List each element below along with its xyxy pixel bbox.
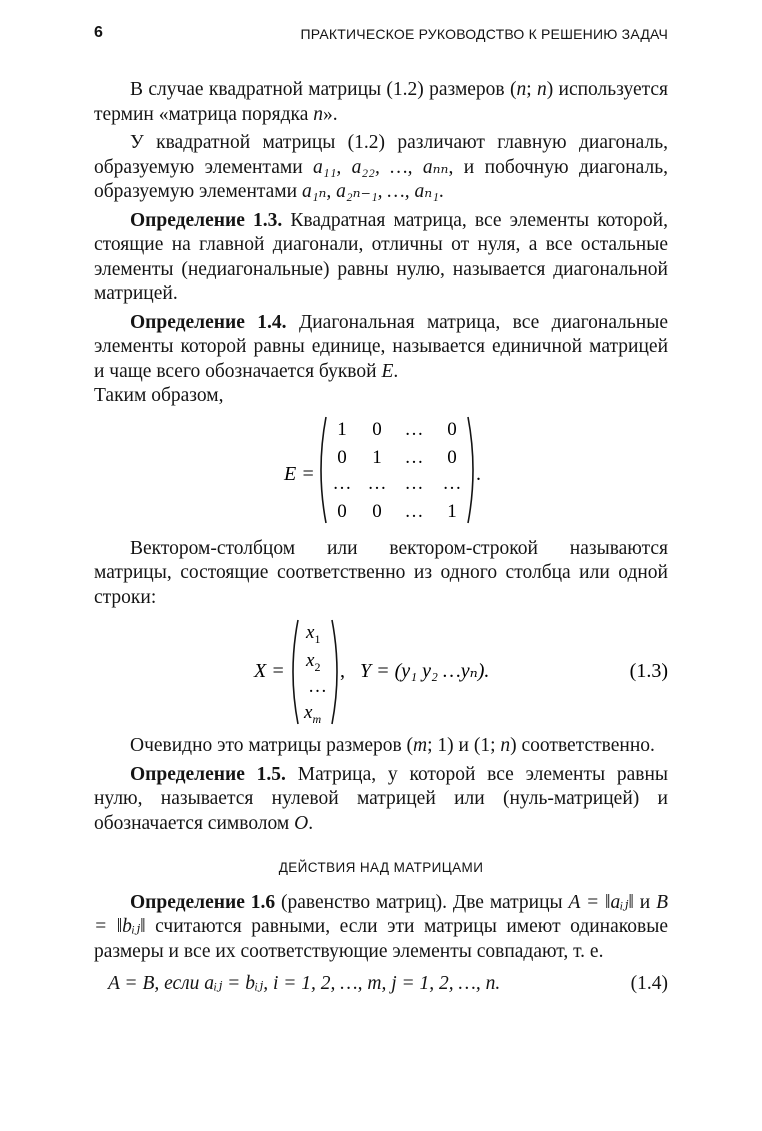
- matrix-cell: …: [367, 472, 387, 494]
- matrix-cell: …: [404, 446, 424, 468]
- matrix-cell: …: [332, 472, 352, 494]
- definition-label: Определение 1.5.: [130, 763, 286, 785]
- paragraph-obvious: Очевидно это матрицы размеров (m; 1) и (1; n) соответственно.: [130, 735, 655, 756]
- matrix-cell: 0: [372, 418, 382, 440]
- definition-1-5: Определение 1.5. Матрица, у которой все элементы равны нулю, называется нулевой матрицей или (нуль-матрицей) и обозначается символом O.: [94, 763, 669, 834]
- y-vector: Y = (y₁ y₂ …yₙ).: [360, 660, 490, 682]
- vector-entry: …: [308, 676, 327, 697]
- paragraph-vectors: Вектором-столбцом или вектором-строкой называются матрицы, состоящие соответственно из одного столбца или одной строки:: [94, 537, 668, 608]
- running-header: [94, 22, 668, 46]
- vector-entry: $x_1$: [306, 622, 321, 646]
- equation-number: (1.4): [630, 973, 668, 994]
- identity-matrix-formula: [94, 411, 668, 529]
- matrix-cell: 0: [447, 418, 457, 440]
- vector-entry: $x_2$: [306, 650, 321, 674]
- left-paren: [321, 417, 326, 523]
- vector-entry: $x_m$: [304, 702, 322, 726]
- matrix-cell: …: [442, 472, 462, 494]
- running-title: ПРАКТИЧЕСКОЕ РУКОВОДСТВО К РЕШЕНИЮ ЗАДАЧ: [300, 26, 668, 42]
- vectors-formula: [94, 614, 668, 730]
- matrix-cell: 1: [447, 500, 457, 522]
- matrix-cell: 0: [447, 446, 457, 468]
- definition-label: Определение 1.6: [130, 891, 276, 913]
- body-text: [94, 78, 668, 998]
- equation-number: (1.3): [629, 660, 668, 682]
- left-paren: [293, 620, 298, 724]
- identity-lhs: E =: [284, 462, 315, 485]
- right-paren: [332, 620, 337, 724]
- definition-1-3: Определение 1.3. Квадратная матрица, все элементы которой, стоящие на главной диагонали, отличны от нуля, а все остальные элементы (недиагональные) равны нулю, называется диагональной матрицей.: [94, 209, 668, 304]
- paragraph-square-matrix: В случае квадратной матрицы (1.2) размеров (n; n) используется термин «матрица порядка n».: [94, 79, 669, 125]
- section-heading: ДЕЙСТВИЯ НАД МАТРИЦАМИ: [278, 860, 484, 875]
- paragraph-diagonals: У квадратной матрицы (1.2) различают главную диагональ, образуемую элементами a₁₁, a₂₂, …, aₙₙ, и побочную диагональ, образуемую элементами a₁ₙ, a₂ₙ₋₁, …, aₙ₁.: [94, 132, 668, 202]
- equation-1-4: [94, 972, 668, 998]
- side-diagonal-elements: a₁ₙ, a₂ₙ₋₁, …, aₙ₁: [301, 181, 439, 202]
- textbook-page: [94, 22, 668, 998]
- definition-1-4: Определение 1.4. Диагональная матрица, все диагональные элементы которой равны единице, называется единичной матрицей и чаще всего обозначается буквой E.: [94, 311, 668, 382]
- right-paren: [468, 417, 473, 523]
- matrix-cell: …: [404, 418, 424, 440]
- matrix-cell: 0: [372, 500, 382, 522]
- matrix-cell: 1: [372, 446, 382, 468]
- definition-label: Определение 1.3.: [130, 209, 283, 231]
- identity-period: .: [476, 462, 481, 485]
- matrix-cell: 0: [337, 500, 347, 522]
- main-diagonal-elements: a₁₁, a₂₂, …, aₙₙ: [313, 156, 449, 178]
- matrix-cell: 1: [337, 418, 347, 440]
- definition-label: Определение 1.4.: [130, 311, 287, 333]
- thus-line: Таким образом,: [94, 385, 224, 406]
- definition-1-6: Определение 1.6 (равенство матриц). Две матрицы A = ‖aᵢⱼ‖ и B = ‖bᵢⱼ‖ считаются равными, если эти матрицы имеют одинаковые размеры и все их соответствующие элементы совпадают, т. е.: [94, 891, 669, 962]
- x-lhs: X =: [254, 660, 285, 682]
- matrix-cell: …: [404, 500, 424, 522]
- equation-body: A = B, если aᵢⱼ = bᵢⱼ, i = 1, 2, …, m, j = 1, 2, …, n.: [108, 973, 501, 994]
- vector-comma: ,: [340, 660, 345, 682]
- matrix-cell: 0: [337, 446, 347, 468]
- matrix-cell: …: [404, 472, 424, 494]
- page-number: 6: [94, 24, 104, 41]
